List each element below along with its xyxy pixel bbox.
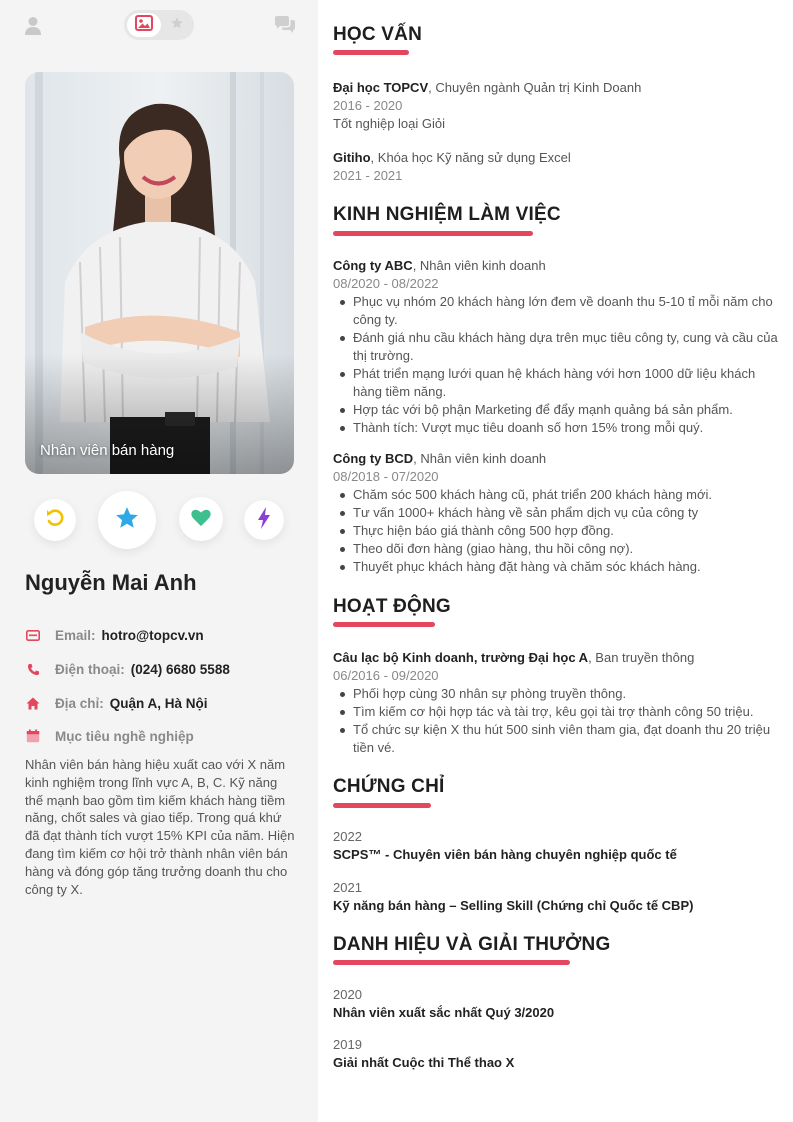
major: , Chuyên ngành Quản trị Kinh Doanh — [428, 80, 642, 95]
undo-button[interactable] — [34, 499, 76, 541]
major: , Khóa học Kỹ năng sử dụng Excel — [370, 150, 571, 165]
school-name: Gitiho — [333, 150, 371, 165]
star-icon — [170, 16, 184, 35]
certificates-title: CHỨNG CHỈ — [333, 776, 445, 797]
phone-value[interactable]: (024) 6680 5588 — [130, 661, 230, 677]
activity-bullets — [333, 685, 778, 757]
experience-date: 08/2018 - 07/2020 — [333, 469, 439, 484]
star-view-option[interactable] — [164, 13, 190, 37]
award-name: Giải nhất Cuộc thi Thể thao X — [333, 1055, 515, 1070]
chat-icon[interactable] — [274, 16, 296, 34]
list-item: Tổ chức sự kiện X thu hút 500 sinh viên tham gia, đạt doanh thu 20 triệu tiền vé. — [333, 721, 778, 757]
job-role: , Nhân viên kinh doanh — [413, 451, 547, 466]
certificate-name: SCPS™ - Chuyên viên bán hàng chuyên nghiệp quốc tế — [333, 847, 677, 862]
certificate-year: 2022 — [333, 829, 362, 844]
address-value: Quận A, Hà Nội — [109, 695, 208, 711]
list-item: Hợp tác với bộ phận Marketing để đẩy mạnh quảng bá sản phẩm. — [333, 401, 778, 419]
award-year: 2019 — [333, 1037, 362, 1052]
experience-date: 08/2020 - 08/2022 — [333, 276, 439, 291]
activity-date: 06/2016 - 09/2020 — [333, 668, 439, 683]
education-note: Tốt nghiệp loại Giỏi — [333, 116, 446, 131]
company-name: Công ty ABC — [333, 258, 413, 273]
education-title: HỌC VẤN — [333, 24, 423, 45]
home-icon — [25, 695, 41, 711]
award-year: 2020 — [333, 987, 362, 1002]
section-underline — [333, 960, 570, 965]
education-item — [333, 149, 778, 185]
portrait-illustration — [25, 72, 294, 474]
objective-row — [25, 728, 200, 744]
certificate-name: Kỹ năng bán hàng – Selling Skill (Chứng chỉ Quốc tế CBP) — [333, 898, 694, 913]
list-item: Theo dõi đơn hàng (giao hàng, thu hồi công nợ). — [333, 540, 778, 558]
certificate-year: 2021 — [333, 880, 362, 895]
certificate-item — [333, 828, 778, 864]
award-item — [333, 986, 778, 1022]
section-underline — [333, 231, 533, 236]
bolt-icon — [257, 507, 271, 534]
phone-label: Điện thoại: — [55, 661, 125, 677]
experience-item — [333, 257, 778, 437]
section-underline — [333, 50, 409, 55]
user-icon[interactable] — [24, 16, 42, 36]
photo-caption: Nhân viên bán hàng — [40, 442, 175, 459]
email-value[interactable]: hotro@topcv.vn — [101, 627, 204, 643]
boost-button[interactable] — [244, 500, 284, 540]
email-row — [25, 627, 204, 643]
organization-name: Câu lạc bộ Kinh doanh, trường Đại học A — [333, 650, 589, 665]
award-name: Nhân viên xuất sắc nhất Quý 3/2020 — [333, 1005, 555, 1020]
phone-row — [25, 661, 230, 677]
list-item: Phối hợp cùng 30 nhân sự phòng truyền thông. — [333, 685, 778, 703]
activity-role: , Ban truyền thông — [588, 650, 695, 665]
undo-icon — [45, 508, 65, 533]
star-icon — [114, 505, 140, 536]
section-underline — [333, 622, 435, 627]
certificate-item — [333, 879, 778, 915]
star-button[interactable] — [98, 491, 156, 549]
education-date: 2021 - 2021 — [333, 168, 403, 183]
experience-bullets — [333, 486, 778, 576]
career-objective: Nhân viên bán hàng hiệu xuất cao với X năm kinh nghiệm trong lĩnh vực A, B, C. Kỹ năng thế mạnh bao gồm tìm kiếm khách hàng tiềm năng, chốt sales và giao tiếp. Trong quá khứ đã đạt thành tích vượt 15% KPI của năm. Hiện đang tìm kiếm cơ hội trở thành nhân viên bán hàng và đóng góp tăng trưởng doanh thu cho công ty X. — [25, 757, 295, 897]
list-item: Thuyết phục khách hàng đặt hàng và chăm sóc khách hàng. — [333, 558, 778, 576]
candidate-name: Nguyễn Mai Anh — [25, 570, 197, 595]
education-item — [333, 79, 778, 133]
address-label: Địa chỉ: — [55, 695, 104, 711]
list-item: Thực hiện báo giá thành công 500 hợp đồng. — [333, 522, 778, 540]
profile-photo — [25, 72, 294, 474]
experience-item — [333, 450, 778, 576]
award-item — [333, 1036, 778, 1072]
section-underline — [333, 803, 431, 808]
activity-item — [333, 649, 778, 757]
email-icon — [25, 627, 41, 643]
list-item: Đánh giá nhu cầu khách hàng dựa trên mục tiêu công ty, cung và cầu của thị trường. — [333, 329, 778, 365]
list-item: Thành tích: Vượt mục tiêu doanh số hơn 15% trong mỗi quý. — [333, 419, 778, 437]
sidebar — [0, 0, 318, 1122]
experience-bullets — [333, 293, 778, 437]
image-icon — [135, 15, 153, 36]
email-label: Email: — [55, 627, 96, 643]
main-content — [318, 0, 793, 1122]
list-item: Tìm kiếm cơ hội hợp tác và tài trợ, kêu gọi tài trợ thành công 50 triệu. — [333, 703, 778, 721]
school-name: Đại học TOPCV — [333, 80, 429, 95]
objective-label: Mục tiêu nghề nghiệp — [55, 728, 194, 744]
heart-button[interactable] — [179, 497, 223, 541]
view-toggle[interactable] — [124, 10, 194, 40]
list-item: Phát triển mạng lưới quan hệ khách hàng với hơn 1000 dữ liệu khách hàng tiềm năng. — [333, 365, 778, 401]
awards-title: DANH HIỆU VÀ GIẢI THƯỞNG — [333, 934, 611, 955]
list-item: Tư vấn 1000+ khách hàng về sản phẩm dịch vụ của công ty — [333, 504, 778, 522]
job-role: , Nhân viên kinh doanh — [412, 258, 546, 273]
activities-title: HOẠT ĐỘNG — [333, 596, 451, 617]
address-row — [25, 695, 208, 711]
phone-icon — [25, 661, 41, 677]
image-view-option[interactable] — [127, 13, 161, 37]
education-date: 2016 - 2020 — [333, 98, 403, 113]
calendar-icon — [25, 728, 41, 744]
list-item: Phục vụ nhóm 20 khách hàng lớn đem về doanh thu 5-10 tỉ mỗi năm cho công ty. — [333, 293, 778, 329]
experience-title: KINH NGHIỆM LÀM VIỆC — [333, 204, 561, 225]
company-name: Công ty BCD — [333, 451, 414, 466]
list-item: Chăm sóc 500 khách hàng cũ, phát triển 200 khách hàng mới. — [333, 486, 778, 504]
heart-icon — [190, 507, 212, 532]
